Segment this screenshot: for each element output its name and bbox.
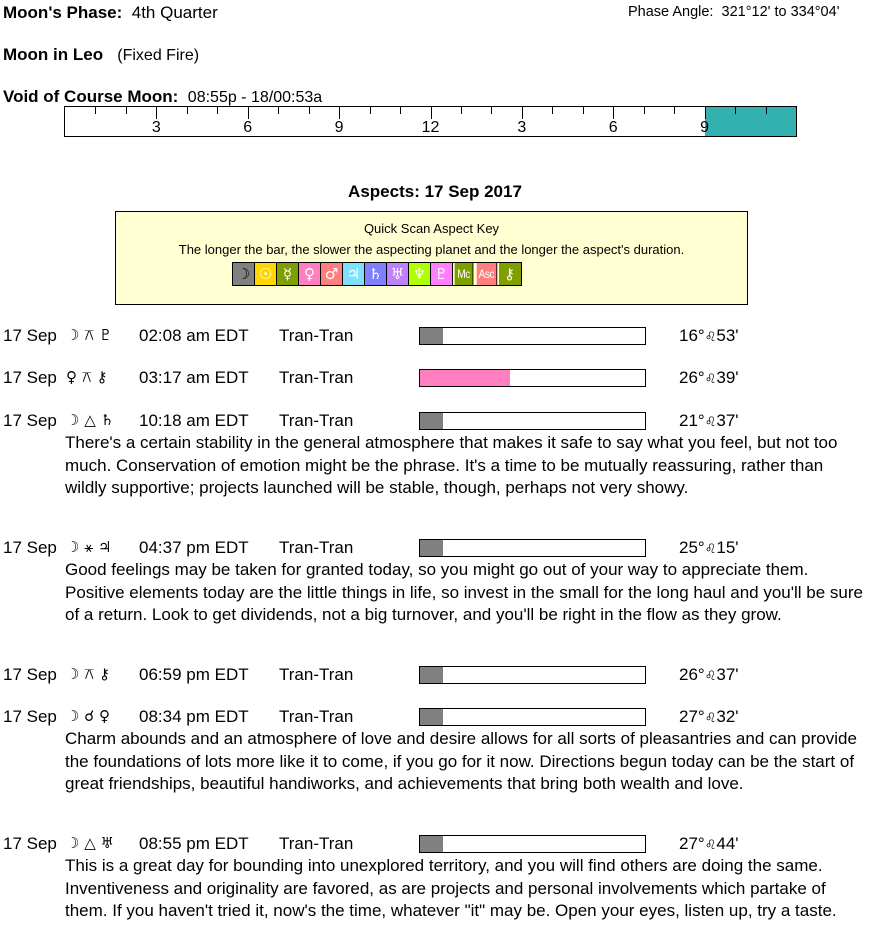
aspect-position (679, 326, 739, 346)
aspect-row (0, 411, 870, 497)
phase-angle-value: 321°12' to 334°04' (721, 4, 840, 20)
phase-angle (628, 4, 839, 20)
timeline-tick (248, 107, 249, 119)
aspect-type: Tran-Tran (279, 411, 354, 430)
aspect-glyphs: ☽ ⚻ ⚷ (66, 665, 110, 683)
position-degree: 27° (679, 707, 705, 726)
duration-bar-fill (420, 370, 510, 386)
duration-bar (419, 835, 646, 853)
timeline-tick (217, 107, 218, 114)
aspect-position (679, 368, 739, 388)
position-degree: 26° (679, 368, 705, 387)
ascendant-icon: Asc (477, 263, 497, 285)
aspect-position (679, 538, 739, 558)
duration-bar (419, 327, 646, 345)
aspect-type: Tran-Tran (279, 707, 354, 726)
timeline-tick (613, 107, 614, 119)
void-timeline (64, 106, 797, 137)
timeline-tick (370, 107, 371, 114)
timeline-tick (126, 107, 127, 114)
timeline-tick (461, 107, 462, 114)
aspect-row (0, 665, 870, 687)
chiron-icon: ⚷ (499, 263, 521, 285)
aspect-row (0, 368, 870, 390)
aspect-row (0, 538, 870, 624)
timeline-tick (491, 107, 492, 114)
timeline-tick (674, 107, 675, 114)
moon-phase-label: Moon's Phase: (3, 3, 123, 22)
timeline-tick (766, 107, 767, 114)
aspect-type: Tran-Tran (279, 665, 354, 684)
neptune-icon: ♆ (409, 263, 431, 285)
aspect-time: 03:17 am EDT (139, 368, 249, 387)
duration-bar-fill (420, 328, 443, 344)
aspect-glyphs: ☽ ⚹ ♃ (66, 538, 112, 556)
timeline-tick (156, 107, 157, 119)
aspect-position (679, 411, 739, 431)
duration-bar (419, 369, 646, 387)
aspect-time: 06:59 pm EDT (139, 665, 249, 684)
aspects-title: Aspects: 17 Sep 2017 (348, 182, 522, 201)
duration-bar (419, 539, 646, 557)
aspect-type: Tran-Tran (279, 538, 354, 557)
timeline-hour-label: 3 (151, 119, 161, 136)
duration-bar-fill (420, 667, 443, 683)
leo-sign-icon: ♌ (704, 838, 717, 853)
timeline-tick (95, 107, 96, 114)
aspect-position (679, 665, 739, 685)
timeline-tick (339, 107, 340, 119)
position-minutes: 32' (716, 707, 739, 726)
aspect-time: 04:37 pm EDT (139, 538, 249, 557)
timeline-hour-label: 3 (517, 119, 527, 136)
timeline-hour-label: 6 (243, 119, 253, 136)
aspect-interpretation: Charm abounds and an atmosphere of love and desire allows for all sorts of pleasantries and can provide the foundations of lots more like it to come, if you go for it now. Directions begun today can be the start of great friendships, beautiful handiworks, and achievements that bring both wealth and love. (65, 729, 857, 793)
aspect-time: 02:08 am EDT (139, 326, 249, 345)
jupiter-icon: ♃ (343, 263, 365, 285)
position-minutes: 39' (716, 368, 739, 387)
saturn-icon: ♄ (365, 263, 387, 285)
phase-angle-label: Phase Angle: (628, 4, 714, 20)
timeline-hour-label: 6 (608, 119, 618, 136)
uranus-icon: ♅ (387, 263, 409, 285)
timeline-hour-label: 12 (421, 119, 440, 136)
timeline-tick (278, 107, 279, 114)
position-minutes: 37' (716, 665, 739, 684)
aspect-key-title: Quick Scan Aspect Key (363, 221, 500, 236)
moon-sign (3, 45, 199, 65)
timeline-hour-label: 9 (334, 119, 344, 136)
timeline-tick (583, 107, 584, 114)
aspect-date: 17 Sep (3, 665, 57, 684)
position-minutes: 53' (716, 326, 739, 345)
aspect-interpretation: Good feelings may be taken for granted today, so you might go out of your way to appreciate them. Positive elements today are the little things in life, so invest in the small for the long haul and you'll be sure of a return. Look to get dividends, not a big turnover, and you'll be right in the flow as they grow. (65, 560, 863, 624)
timeline-tick (552, 107, 553, 114)
midheaven-icon: Mc (455, 263, 474, 285)
venus-icon: ♀ (299, 263, 321, 285)
aspect-type: Tran-Tran (279, 326, 354, 345)
aspect-position (679, 707, 739, 727)
position-minutes: 44' (716, 834, 739, 853)
duration-bar-fill (420, 413, 443, 429)
aspect-interpretation: There's a certain stability in the general atmosphere that makes it safe to say what you feel, but not too much. Conservation of emotion might be the phrase. It's a time to be mutually reassuring, rather than wildly supportive; projects launched will be stable, though, perhaps not very showy. (65, 433, 838, 497)
aspect-glyphs: ☽ ⚻ ♇ (66, 326, 113, 344)
leo-sign-icon: ♌ (704, 330, 717, 345)
void-value: 08:55p - 18/00:53a (187, 89, 323, 106)
timeline-tick (735, 107, 736, 114)
leo-sign-icon: ♌ (704, 415, 717, 430)
position-degree: 26° (679, 665, 705, 684)
timeline-tick (644, 107, 645, 114)
position-minutes: 37' (716, 411, 739, 430)
aspect-type: Tran-Tran (279, 834, 354, 853)
aspect-time: 08:34 pm EDT (139, 707, 249, 726)
planet-color-key (232, 262, 522, 286)
moon-phase-value: 4th Quarter (131, 3, 218, 22)
timeline-tick (705, 107, 706, 119)
aspect-date: 17 Sep (3, 368, 57, 387)
moon-icon: ☽ (233, 263, 255, 285)
timeline-tick (187, 107, 188, 114)
timeline-tick (522, 107, 523, 119)
position-degree: 16° (679, 326, 705, 345)
aspect-key-description: The longer the bar, the slower the aspecting planet and the longer the aspect's duration. (178, 242, 685, 257)
timeline-tick (309, 107, 310, 114)
duration-bar-fill (420, 540, 443, 556)
duration-bar (419, 412, 646, 430)
aspect-position (679, 834, 739, 854)
aspect-date: 17 Sep (3, 707, 57, 726)
aspect-glyphs: ☽ ☌ ♀ (66, 707, 111, 725)
aspect-type: Tran-Tran (279, 368, 354, 387)
aspect-row (0, 834, 870, 920)
aspect-date: 17 Sep (3, 538, 57, 557)
aspect-row (0, 707, 870, 793)
mercury-icon: ☿ (277, 263, 299, 285)
aspect-time: 10:18 am EDT (139, 411, 249, 430)
leo-sign-icon: ♌ (704, 542, 717, 557)
leo-sign-icon: ♌ (704, 669, 717, 684)
duration-bar (419, 666, 646, 684)
position-degree: 25° (679, 538, 705, 557)
aspect-key (115, 211, 748, 305)
void-of-course (3, 87, 322, 107)
leo-sign-icon: ♌ (704, 372, 717, 387)
aspect-time: 08:55 pm EDT (139, 834, 249, 853)
aspect-interpretation: This is a great day for bounding into unexplored territory, and you will find others are doing the same. Inventiveness and originality are favored, as are projects and personal involvements which partake of them. If you haven't tried it, now's the time, whatever "it" may be. Open your eyes, listen up, try a taste. (65, 856, 837, 920)
moon-sign-label: Moon in Leo (3, 45, 104, 64)
timeline-hour-label: 9 (700, 119, 710, 136)
position-minutes: 15' (716, 538, 739, 557)
aspect-row (0, 326, 870, 348)
void-period-fill (705, 107, 796, 136)
aspect-glyphs: ☽ △ ♄ (66, 411, 114, 429)
aspect-glyphs: ☽ △ ♅ (66, 834, 114, 852)
moon-sign-detail: (Fixed Fire) (117, 47, 200, 64)
aspect-date: 17 Sep (3, 326, 57, 345)
aspect-date: 17 Sep (3, 411, 57, 430)
timeline-tick (400, 107, 401, 114)
mars-icon: ♂ (321, 263, 343, 285)
timeline-tick (431, 107, 432, 119)
sun-icon: ☉ (255, 263, 277, 285)
aspect-date: 17 Sep (3, 834, 57, 853)
aspect-glyphs: ♀ ⚻ ⚷ (66, 368, 108, 386)
pluto-icon: ♇ (431, 263, 453, 285)
duration-bar (419, 708, 646, 726)
position-degree: 21° (679, 411, 705, 430)
duration-bar-fill (420, 709, 443, 725)
moon-phase (3, 3, 218, 23)
duration-bar-fill (420, 836, 443, 852)
position-degree: 27° (679, 834, 705, 853)
void-label: Void of Course Moon: (3, 87, 179, 106)
leo-sign-icon: ♌ (704, 711, 717, 726)
